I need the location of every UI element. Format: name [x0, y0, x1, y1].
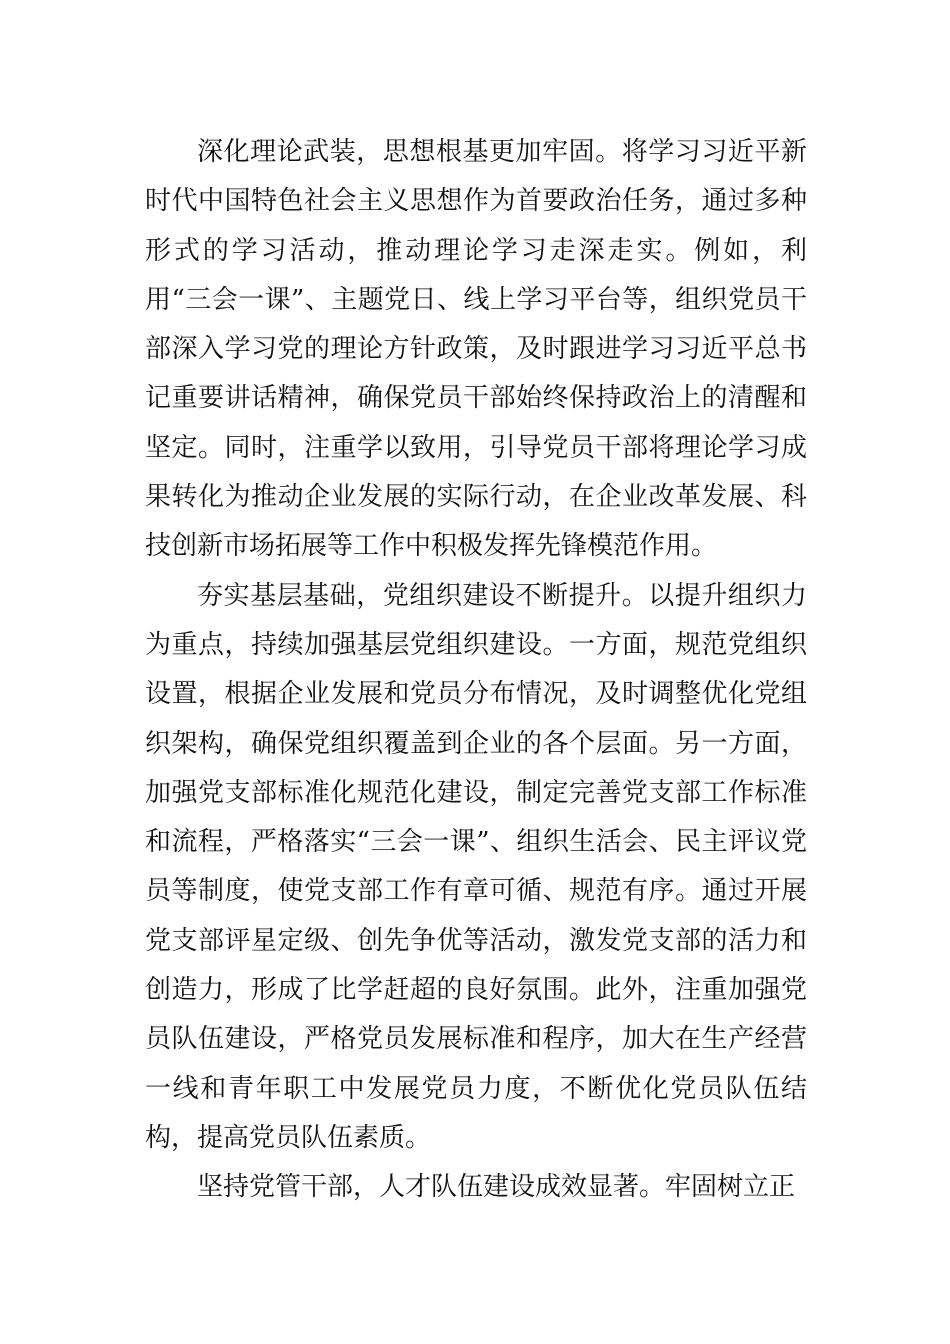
document-body	[145, 128, 807, 1213]
paragraph-theory-study: 深化理论武装，思想根基更加牢固。将学习习近平新时代中国特色社会主义思想作为首要政治任务，通过多种形式的学习活动，推动理论学习走深走实。例如，利用“三会一课”、主题党日、线上学习平台等，组织党员干部深入学习党的理论方针政策，及时跟进学习习近平总书记重要讲话精神，确保党员干部始终保持政治上的清醒和坚定。同时，注重学以致用，引导党员干部将理论学习成果转化为推动企业发展的实际行动，在企业改革发展、科技创新市场拓展等工作中积极发挥先锋模范作用。	[145, 137, 807, 562]
paragraph-grassroots-organization: 夯实基层基础，党组织建设不断提升。以提升组织力为重点，持续加强基层党组织建设。一方面，规范党组织设置，根据企业发展和党员分布情况，及时调整优化党组织架构，确保党组织覆盖到企业的各个层面。另一方面，加强党支部标准化规范化建设，制定完善党支部工作标准和流程，严格落实“三会一课”、组织生活会、民主评议党员等制度，使党支部工作有章可循、规范有序。通过开展党支部评星定级、创先争优等活动，激发党支部的活力和创造力，形成了比学赶超的良好氛围。此外，注重加强党员队伍建设，严格党员发展标准和程序，加大在生产经营一线和青年职工中发展党员力度，不断优化党员队伍结构，提高党员队伍素质。	[145, 580, 807, 1153]
paragraph-cadre-management: 坚持党管干部，人才队伍建设成效显著。牢固树立正	[197, 1172, 796, 1203]
